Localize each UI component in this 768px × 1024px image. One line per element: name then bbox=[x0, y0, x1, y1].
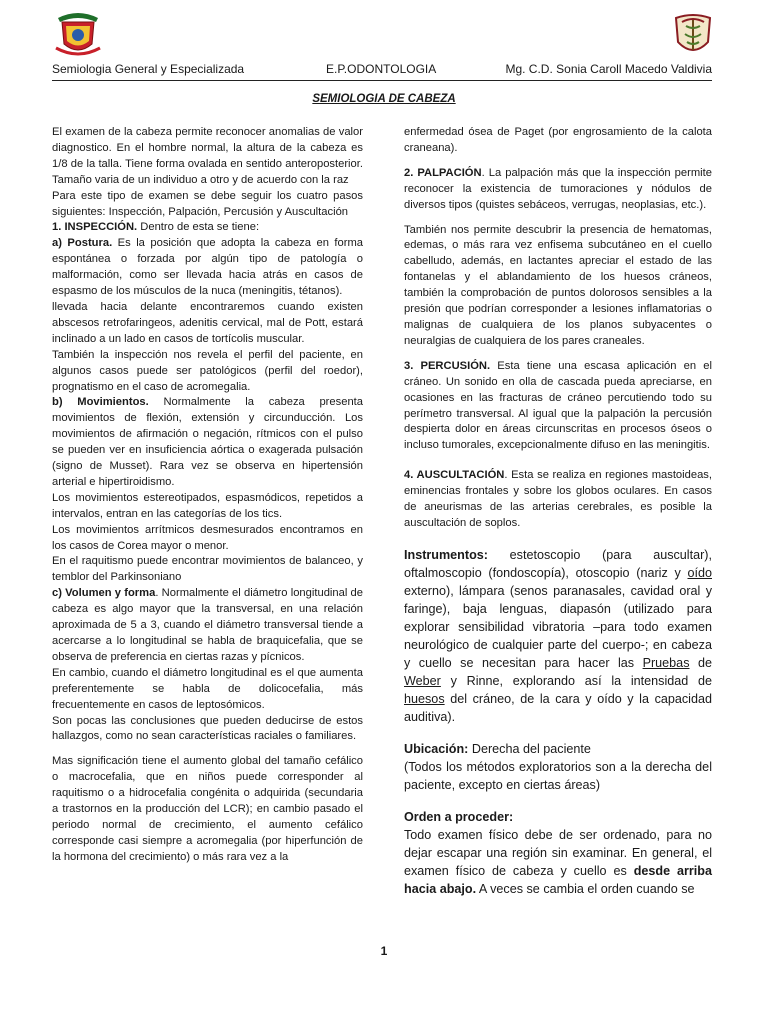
paragraph-dolicocefalia: En cambio, cuando el diámetro longitudinal es el que aumenta preferentemente se habla de dolicocefalia, más frecuentemente en casos de leptosómicos. bbox=[52, 666, 363, 711]
link-pruebas[interactable]: Pruebas bbox=[642, 655, 690, 670]
heading-auscultacion: 4. AUSCULTACIÓN bbox=[404, 469, 505, 482]
subsection-movimientos: b) Movimientos. Normalmente la cabeza presenta movimientos de flexión, extensión y circunducción. Los movimientos de afirmación o negación, rítmicos con el pulso se pueden ver en insuficiencia aórtica o exagerada pulsación (signo de Musset). Rara vez se observa en hipertensión arterial e hipertiroidismo. bbox=[52, 396, 363, 488]
header-divider bbox=[52, 80, 712, 81]
paragraph-intro: El examen de la cabeza permite reconocer anomalias de valor diagnostico. En el hombre normal, la altura de la cabeza es 1/8 de la talla. Tiene forma ovalada en sentido anteroposterior. Tamaño varia de un individuo a otro y de acuerdo con la raz bbox=[52, 126, 363, 186]
heading-ubicacion: Ubicación: bbox=[404, 741, 469, 756]
heading-percusion: 3. PERCUSIÓN. bbox=[404, 359, 491, 372]
header-course: Semiologia General y Especializada bbox=[52, 62, 245, 76]
paragraph-macrocefalia: Mas significación tiene el aumento global del tamaño cefálico o macrocefalia, que en niños puede corresponder al raquitismo o a hidrocefalia congénita o adquirida (secundaria a trastornos en la producción del LCR); en cambio pasado el periodo normal de crecimiento, el aumento cefálico corresponde casi siempre a acromegalia (por hiperfunción de la hormona del crecimiento) o más rara vez a la bbox=[52, 755, 363, 863]
heading-volumen: c) Volumen y forma bbox=[52, 587, 156, 600]
paragraph-conclusiones: Son pocas las conclusiones que pueden deducirse de estos hallazgos, como no sean características raciales o familiares. bbox=[52, 714, 363, 743]
dentistry-caduceus-icon bbox=[672, 12, 714, 60]
page-number: 1 bbox=[380, 944, 388, 958]
section-instrumentos: Instrumentos: estetoscopio (para auscultar), oftalmoscopio (fondoscopía), otoscopio (nariz y oído externo), lámpara (senos paranasales, cavidad oral y faringe), baja lenguas, diapasón (utilizado para explorar sensibilidad vibratoria –para todo examen neurológico de cualquier parte del cuerpo-; en cabeza y cuello se necesitan para hacer las Pruebas de Weber y Rinne, explorando así la intensidad de huesos del cráneo, de la cara y oído y la capacidad auditiva). bbox=[404, 547, 712, 724]
subsection-volumen: c) Volumen y forma. Normalmente el diámetro longitudinal de cabeza es algo mayor que la transversal, en una relación aproximada de 5 a 3, cuando el diámetro transversal tiende a acercarse a lo longitudinal se habla de braquicefalia, que se observa de preferencia en ciertas razas y pícnicos. bbox=[52, 587, 363, 663]
heading-inspeccion: 1. INSPECCIÓN. bbox=[52, 221, 138, 234]
paragraph-ubicacion-note: (Todos los métodos exploratorios son a la derecha del paciente, excepto en ciertas áreas) bbox=[404, 759, 712, 792]
link-weber[interactable]: Weber bbox=[404, 673, 441, 688]
document-title: SEMIOLOGIA DE CABEZA bbox=[312, 93, 456, 105]
section-auscultacion: 4. AUSCULTACIÓN. Esta se realiza en regiones mastoideas, eminencias frontales y sobre los globos oculares. En casos de aneurismas de las arterias cerebrales, es posible la auscultación de soplos. bbox=[404, 469, 713, 529]
heading-postura: a) Postura. bbox=[52, 237, 113, 250]
section-ubicacion: Ubicación: Derecha del paciente bbox=[404, 741, 591, 756]
link-oido[interactable]: oído bbox=[687, 565, 712, 580]
section-palpacion: 2. PALPACIÓN. La palpación más que la inspección permite reconocer la existencia de tumoraciones y nódulos de diversos tipos (quistes sebáceos, verrugas, neoplasias, etc.). bbox=[404, 166, 712, 211]
heading-movimientos: b) Movimientos. bbox=[52, 396, 149, 409]
left-column bbox=[52, 125, 363, 866]
section-percusion: 3. PERCUSIÓN. Esta tiene una escasa aplicación en el cráneo. Un sonido en olla de cascada pueda apreciarse, en ocasiones en las fracturas de cráneo percutiendo todo su perímetro transversal. Al igual que la palpación la percusión despierta dolor en áreas circunscritas en procesos óseos o incluso tumorales, excepcionalmente difuso en las meningitis. bbox=[404, 359, 712, 452]
right-column bbox=[404, 125, 712, 898]
paragraph-steps: Para este tipo de examen se debe seguir los cuatro pasos siguientes: Inspección, Palpación, Percusión y Auscultación bbox=[52, 189, 363, 218]
paragraph-perfil: También la inspección nos revela el perfil del paciente, en algunos casos puede ser patológicos (perfil del roedor), prognatismo en el caso de acromegalia. bbox=[52, 348, 363, 393]
subsection-postura: a) Postura. Es la posición que adopta la cabeza en forma espontánea o forzada por algún tipo de patología o malformación, como ser llevada hacia atrás en casos de espasmo de los músculos de la nuca (meningitis, tétanos). bbox=[52, 237, 363, 298]
paragraph-raquitismo: En el raquitismo puede encontrar movimientos de balanceo, y temblor del Parkinsoniano bbox=[52, 555, 363, 584]
link-huesos[interactable]: huesos bbox=[404, 691, 445, 706]
header-author: Mg. C.D. Sonia Caroll Macedo Valdivia bbox=[505, 62, 712, 76]
paragraph-arritmicos: Los movimientos arrítmicos desmesurados encontramos en los casos de Corea mayor o menor. bbox=[52, 523, 363, 552]
heading-orden: Orden a proceder: bbox=[404, 809, 514, 824]
paragraph-estereotipados: Los movimientos estereotipados, espasmódicos, repetidos a intervalos, entran en las categorías de los tics. bbox=[52, 491, 363, 520]
header-school: E.P.ODONTOLOGIA bbox=[326, 62, 437, 76]
university-crest-icon bbox=[52, 8, 104, 58]
heading-palpacion: 2. PALPACIÓN bbox=[404, 166, 482, 179]
paragraph-orden: Todo examen físico debe de ser ordenado, para no dejar escapar una región sin examinar. En general, el examen físico de cabeza y cuello es desde arriba hacia abajo. A veces se cambia el orden cuando se bbox=[404, 827, 712, 896]
paragraph-paget: enfermedad ósea de Paget (por engrosamiento de la calota craneana). bbox=[404, 126, 712, 154]
heading-instrumentos: Instrumentos: bbox=[404, 547, 488, 562]
section-inspeccion: 1. INSPECCIÓN. Dentro de esta se tiene: bbox=[52, 221, 260, 234]
paragraph-llevada: llevada hacia delante encontraremos cuando existen abscesos retrofaringeos, adenitis cervical, mal de Pott, estará inclinado a un lado en casos de tortícolis muscular. bbox=[52, 300, 363, 345]
paragraph-hematomas: También nos permite descubrir la presencia de hematomas, edemas, o más rara vez enfisema subcutáneo en el cuello cabelludo, además, en lactantes apreciar el estado de las fontanelas y el ablandamiento de los huesos cráneos, también la comprobación de puntos dolorosos sensibles a la presión que podrían corresponder a lesiones inflamatorias o malignas de cualquiera de los planos subyacentes o neuralgias de cualquiera de los pares craneales. bbox=[404, 223, 712, 347]
